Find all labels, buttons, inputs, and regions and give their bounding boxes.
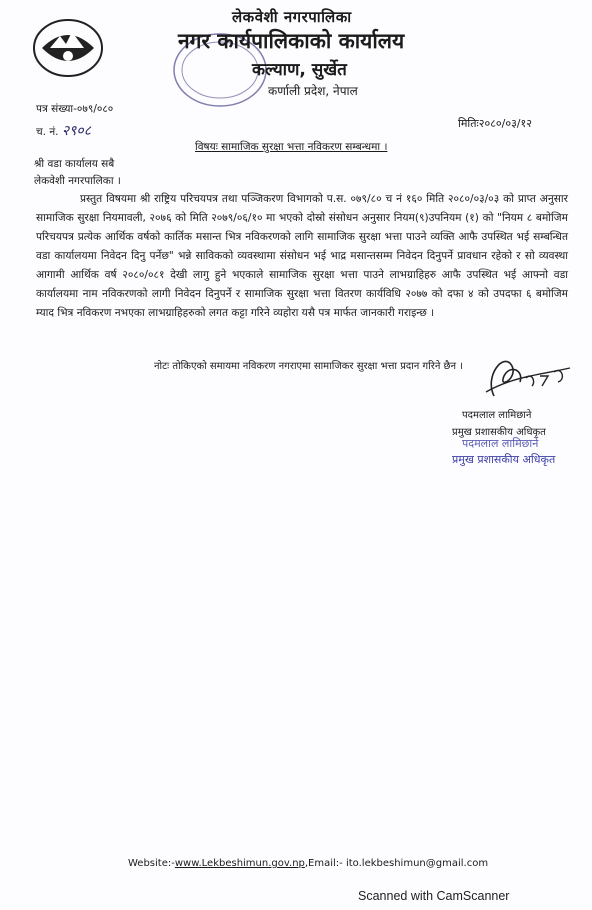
- signatory-name: पदमलाल लामिछाने: [462, 410, 532, 421]
- signatory-title: प्रमुख प्रशासकीय अधिकृत: [452, 427, 546, 438]
- email-label: ,Email:-: [304, 858, 343, 869]
- addressee-line-2: लेकवेशी नगरपालिका ।: [34, 175, 121, 187]
- email-address[interactable]: ito.lekbeshimun@gmail.com: [345, 858, 489, 869]
- letter-date: मितिः२०८०/०३/१२: [458, 117, 532, 130]
- website-label: Website:-: [128, 858, 175, 869]
- signatory-stamp-name: पदमलाल लामिछाने: [462, 437, 539, 450]
- handwritten-signature: [474, 346, 584, 406]
- addressee-line-1: श्री वडा कार्यालय सबै: [34, 158, 115, 170]
- website-link[interactable]: www.Lekbeshimun.gov.np: [174, 858, 305, 869]
- signatory-stamp-title: प्रमुख प्रशासकीय अधिकृत: [452, 453, 556, 466]
- office-location: कल्याण, सुर्खेत: [252, 60, 347, 80]
- office-name: नगर कार्यपालिकाको कार्यालय: [178, 29, 405, 53]
- scanner-watermark: Scanned with CamScanner: [358, 889, 510, 903]
- nepal-emblem-logo: [32, 18, 104, 78]
- dispatch-number: [36, 121, 91, 140]
- municipality-name: लेकवेशी नगरपालिका: [232, 8, 352, 26]
- dispatch-label: च. नं.: [36, 126, 59, 138]
- dispatch-value: २९०८: [61, 123, 91, 139]
- letter-subject: विषयः सामाजिक सुरक्षा भत्ता नविकरण सम्बन्धमा ।: [195, 141, 388, 153]
- letter-body: प्रस्तुत विषयमा श्री राष्ट्रिय परिचयपत्र तथा पञ्जिकरण विभागको प.स. ०७९/८० च नं १६० मिति २०८०/०३/०३ को प्राप्त अनुसार सामाजिक सुरक्षा नियमावली, २०७६ को मिति २०७९/०६/१० मा भएको दोस्रो संसोधन अनुसार नियम(९)उपनियम (१) को "नियम ८ बमोजिम परिचयपत्र प्रत्येक आर्थिक वर्षको कार्तिक मसान्त भित्र नविकरणको लागि सामाजिक सुरक्षा भत्ता पाउने व्यक्ति आफै उपस्थित भई सम्बन्धित वडा कार्यालयमा निवेदन दिनु पर्नेछ" भन्ने साविकको व्यवस्थामा संसोधन भई भाद्र मसान्तसम्म निवेदन दिनुपर्ने प्रावधान रहेको र सो व्यवस्था आगामी आर्थिक वर्ष २०८०/०८१ देखी लागु हुने भएकाले सामाजिक सुरक्षा भत्ता पाउने लाभग्राहिहरु आफै उपस्थित भई आफ्नो वडा कार्यालयमा नाम नविकरणको लागी निवेदन दिनुपर्ने र सामाजिक सुरक्षा भत्ता वितरण कार्यविधि २०७७ को दफा ४ को उपदफा ६ बमोजिम म्याद भित्र नविकरण नभएका लाभग्राहिहरुको लगत कट्टा गरिने व्यहोरा यसै पत्र मार्फत जानकारी गराइन्छ ।: [36, 193, 568, 319]
- province-line: कर्णाली प्रदेश, नेपाल: [268, 84, 358, 98]
- letter-reference-number: पत्र संख्या-०७९/०८०: [36, 103, 114, 115]
- letter-footer: [128, 858, 488, 869]
- letter-note: नोटः तोकिएको समायमा नविकरण नगराएमा सामाजिकर सुरक्षा भत्ता प्रदान गरिने छैन ।: [154, 361, 464, 372]
